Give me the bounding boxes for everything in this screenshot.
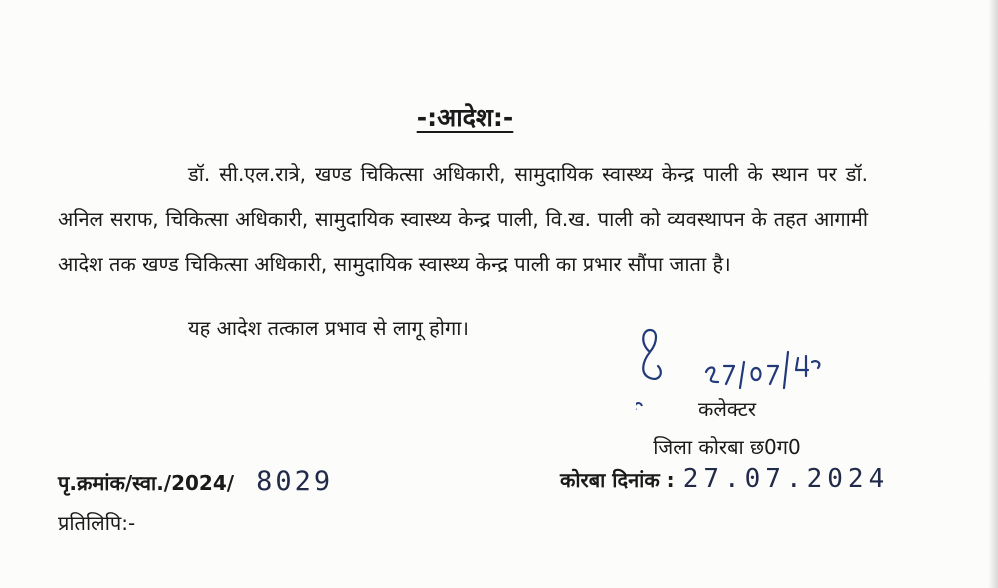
- date-label: कोरबा दिनांक :: [560, 468, 675, 492]
- signatory-block: [612, 390, 842, 466]
- date-value: 27.07.2024: [682, 464, 890, 494]
- office-label: जिला कोरबा छ0ग0: [653, 435, 801, 459]
- date-line: [560, 464, 889, 494]
- page-edge: [988, 0, 998, 588]
- designation-label: कलेक्टर: [697, 397, 757, 421]
- copy-to-label: प्रतिलिपि:-: [58, 511, 136, 535]
- reference-number: 8029: [256, 466, 334, 497]
- reference-label: पृ.क्रमांक/स्वा./2024/: [58, 471, 235, 495]
- order-effect-paragraph: यह आदेश तत्काल प्रभाव से लागू होगा।: [188, 316, 470, 340]
- order-body-paragraph: डॉ. सी.एल.रात्रे, खण्ड चिकित्सा अधिकारी, सामुदायिक स्वास्थ्य केन्द्र पाली के स्थान पर डॉ. अनिल सराफ, चिकित्सा अधिकारी, सामुदायिक स्वास्थ्य केन्द्र पाली, वि.ख. पाली को व्यवस्थापन के तहत आगामी आदेश तक खण्ड चिकित्सा अधिकारी, सामुदायिक स्वास्थ्य केन्द्र पाली का प्रभार सौंपा जाता है।: [58, 162, 868, 276]
- reference-line: [58, 466, 333, 497]
- order-title: -:आदेश:-: [416, 103, 514, 132]
